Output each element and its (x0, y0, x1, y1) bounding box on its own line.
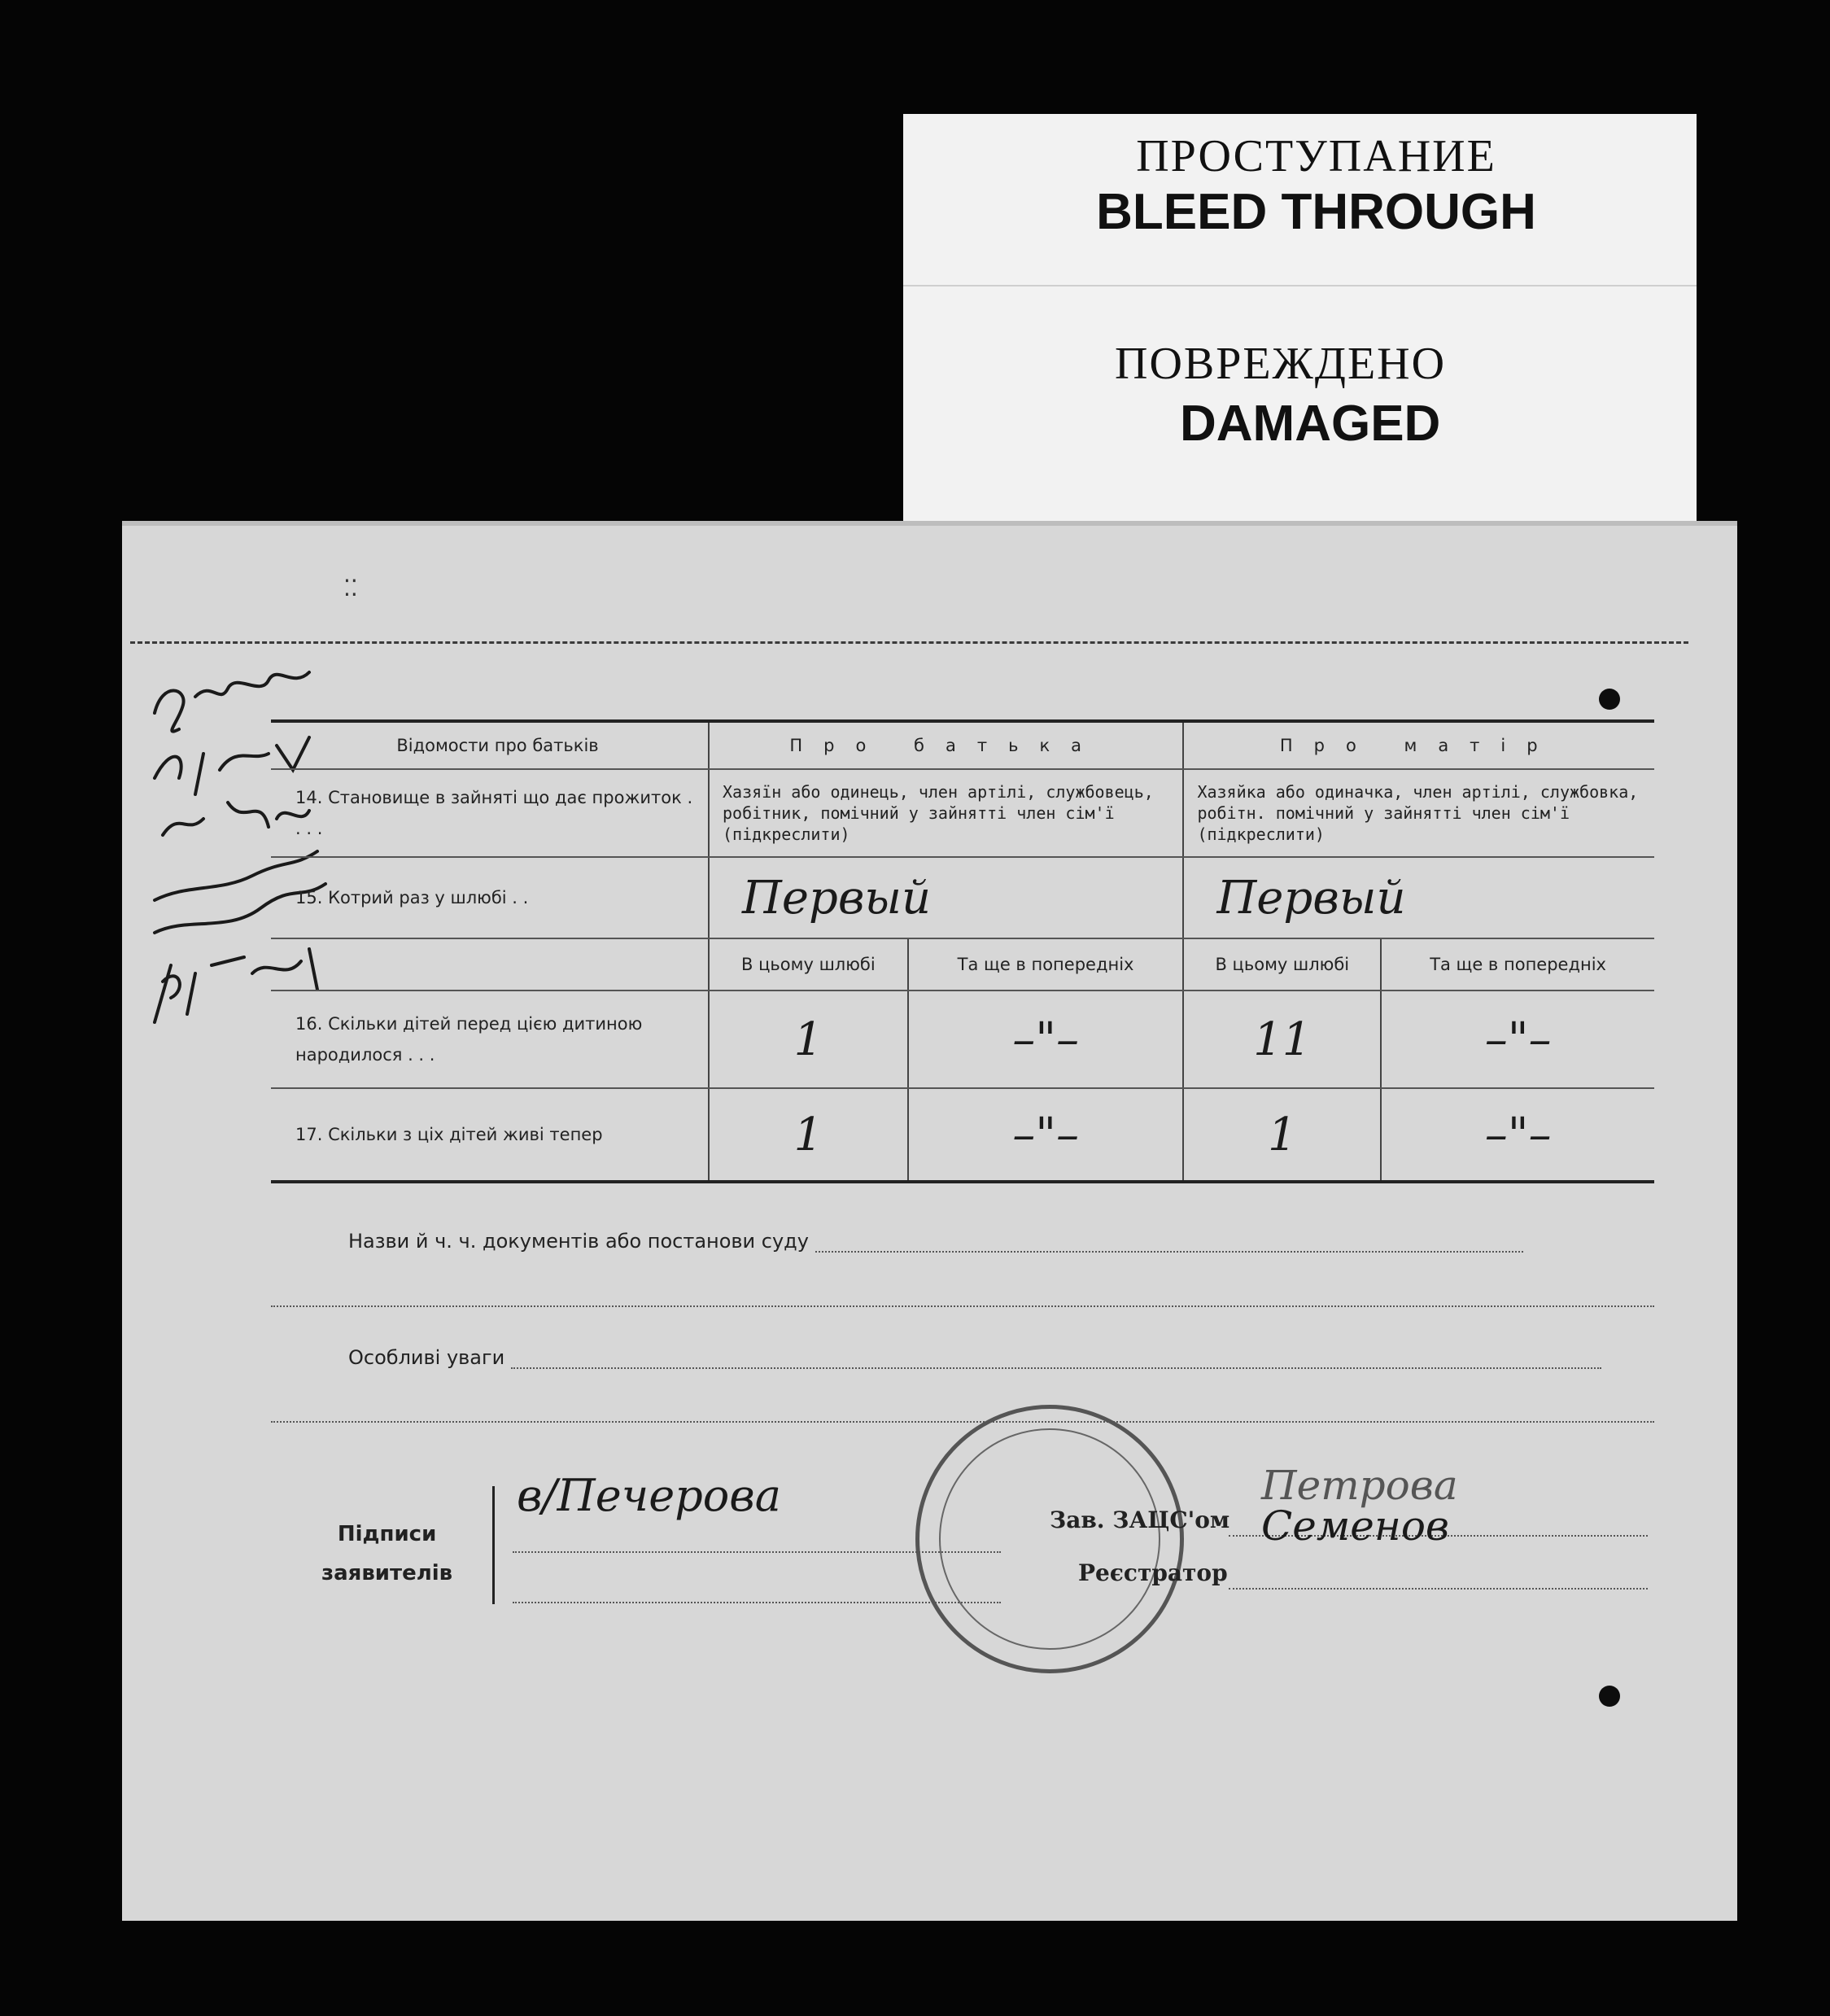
mother-column-header: Про матір (1183, 721, 1654, 769)
applicants-label-line2: заявителів (321, 1561, 453, 1585)
document-page (122, 521, 1737, 1921)
label-card-divider (903, 285, 1697, 286)
father-column-header: Про батька (709, 721, 1183, 769)
applicants-label-line1: Підписи (337, 1522, 437, 1546)
father-occupation-options: Хазяїн або одинець, член артілі, службовець, робітник, помічний у зайнятті член сім'ї (підкреслити) (709, 769, 1183, 857)
row16-father-prev: –"– (1012, 1012, 1079, 1066)
row17-mother-prev: –"– (1484, 1108, 1552, 1161)
applicant-signature: в/Печерова (517, 1470, 781, 1521)
bleed-through-label-en: BLEED THROUGH (1096, 184, 1536, 240)
documents-line (815, 1251, 1523, 1253)
row14-label: 14. Становище в зайняті що дає прожиток . . . . (271, 769, 709, 857)
parents-info-header: Відомости про батьків (271, 721, 709, 769)
signature-bracket (492, 1486, 506, 1604)
notes-field (271, 1346, 1654, 1369)
head-signature: Петрова (1261, 1462, 1458, 1509)
perforation-line (130, 641, 1688, 644)
row17-father-prev: –"– (1012, 1108, 1079, 1161)
official-seal-stamp (915, 1405, 1184, 1673)
row15-label: 15. Котрий раз у шлюбі . . (271, 857, 709, 938)
applicants-signature-label (321, 1515, 452, 1593)
archival-label-card (903, 114, 1697, 570)
father-this-marriage-header: В цьому шлюбі (709, 938, 908, 991)
damaged-label-en: DAMAGED (1180, 396, 1441, 452)
documents-continuation-line (271, 1305, 1654, 1307)
mother-marriage-count: Первый (1216, 871, 1406, 925)
row17-father-this: 1 (793, 1108, 823, 1161)
children-subheader-spacer (271, 938, 709, 991)
row17-label: 17. Скільки з ціх дітей живі тепер (271, 1088, 709, 1182)
row16-mother-this: 11 (1253, 1012, 1312, 1066)
documents-label: Назви й ч. ч. документів або постанови суду (348, 1230, 809, 1253)
damaged-label-ru: ПОВРЕЖДЕНО (1115, 339, 1447, 389)
registrar-signature-line (1229, 1588, 1648, 1590)
father-marriage-count: Первый (742, 871, 932, 925)
parents-info-table (271, 719, 1654, 1183)
punch-hole (1599, 689, 1620, 710)
notes-continuation-line (271, 1421, 1654, 1423)
notes-label: Особливі уваги (348, 1346, 505, 1369)
row16-father-this: 1 (793, 1012, 823, 1066)
punch-hole (1599, 1686, 1620, 1707)
row16-mother-prev: –"– (1484, 1012, 1552, 1066)
notes-line (511, 1367, 1601, 1369)
head-label: Зав. ЗАЦС'ом (1050, 1507, 1230, 1533)
father-previous-header: Та ще в попередніх (908, 938, 1184, 991)
row17-mother-this: 1 (1267, 1108, 1297, 1161)
mother-previous-header: Та ще в попередніх (1381, 938, 1654, 991)
mother-occupation-options: Хазяйка або одиначка, член артілі, службовка, робітн. помічний у зайнятті член сім'ї (підкреслити) (1183, 769, 1654, 857)
bleed-through-label-ru: ПРОСТУПАНИЕ (1136, 131, 1496, 181)
registrar-signature: Семенов (1261, 1502, 1450, 1550)
registrar-label: Реєстратор (1078, 1559, 1228, 1586)
page-mark: ⁚⁚ (343, 576, 358, 601)
documents-field (271, 1230, 1654, 1253)
row16-label: 16. Скільки дітей перед цією дитиною народилося . . . (271, 991, 709, 1088)
mother-this-marriage-header: В цьому шлюбі (1183, 938, 1381, 991)
